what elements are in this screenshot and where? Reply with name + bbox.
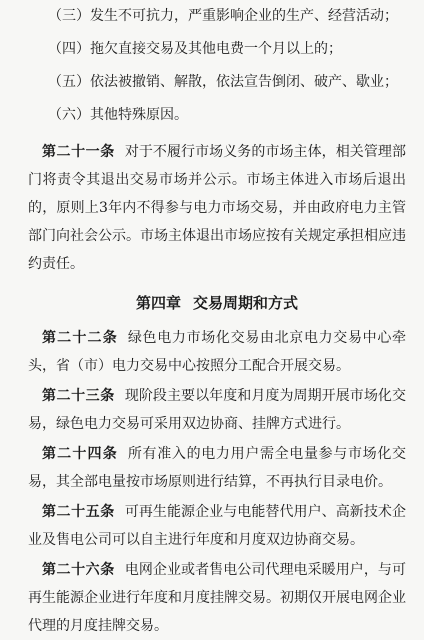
article-25-body: 可再生能源企业与电能替代用户、高新技术企业及售电公司可以自主进行年度和月度双边协商交易。 [28,504,406,548]
list-item-force-majeure: （三）发生不可抗力，严重影响企业的生产、经营活动； [48,8,398,24]
article-23-heading: 第二十三条 [42,388,115,404]
article-22-heading: 第二十二条 [42,330,118,346]
article-26-heading: 第二十六条 [42,562,115,578]
article-23 [28,382,406,438]
list-item-other-reasons: （六）其他特殊原因。 [48,107,188,123]
article-22-body: 绿色电力市场化交易由北京电力交易中心牵头，省（市）电力交易中心按照分工配合开展交易。 [28,330,407,374]
article-21-heading: 第二十一条 [42,144,115,160]
chapter-number: 第四章 [135,294,181,312]
article-22 [28,324,406,380]
article-26-body: 电网企业或者售电公司代理电采暖用户，与可再生能源企业进行年度和月度挂牌交易。初期仅开展电网企业代理的月度挂牌交易。 [28,562,406,634]
article-21-body: 对于不履行市场义务的市场主体，相关管理部门将责令其退出交易市场并公示。市场主体进入市场后退出的，原则上3年内不得参与电力市场交易，并由政府电力主管部门向社会公示。市场主体退出市场应按有关规定承担相应违约责任。 [28,144,406,272]
article-24 [28,440,406,496]
chapter-heading [28,292,406,314]
article-26 [28,556,406,640]
list-item-dissolution: （五）依法被撤销、解散，依法宣告倒闭、破产、歇业； [48,74,398,90]
article-23-body: 现阶段主要以年度和月度为周期开展市场化交易，绿色电力交易可采用双边协商、挂牌方式进行。 [28,388,406,432]
chapter-title: 交易周期和方式 [193,294,299,312]
article-25-heading: 第二十五条 [42,504,115,520]
article-25 [28,498,406,554]
article-24-heading: 第二十四条 [42,446,118,462]
article-21 [28,138,406,278]
article-24-body: 所有准入的电力用户需全电量参与市场化交易，其全部电量按市场原则进行结算，不再执行目录电价。 [28,446,407,490]
list-item-unpaid-fees: （四）拖欠直接交易及其他电费一个月以上的； [48,41,342,57]
